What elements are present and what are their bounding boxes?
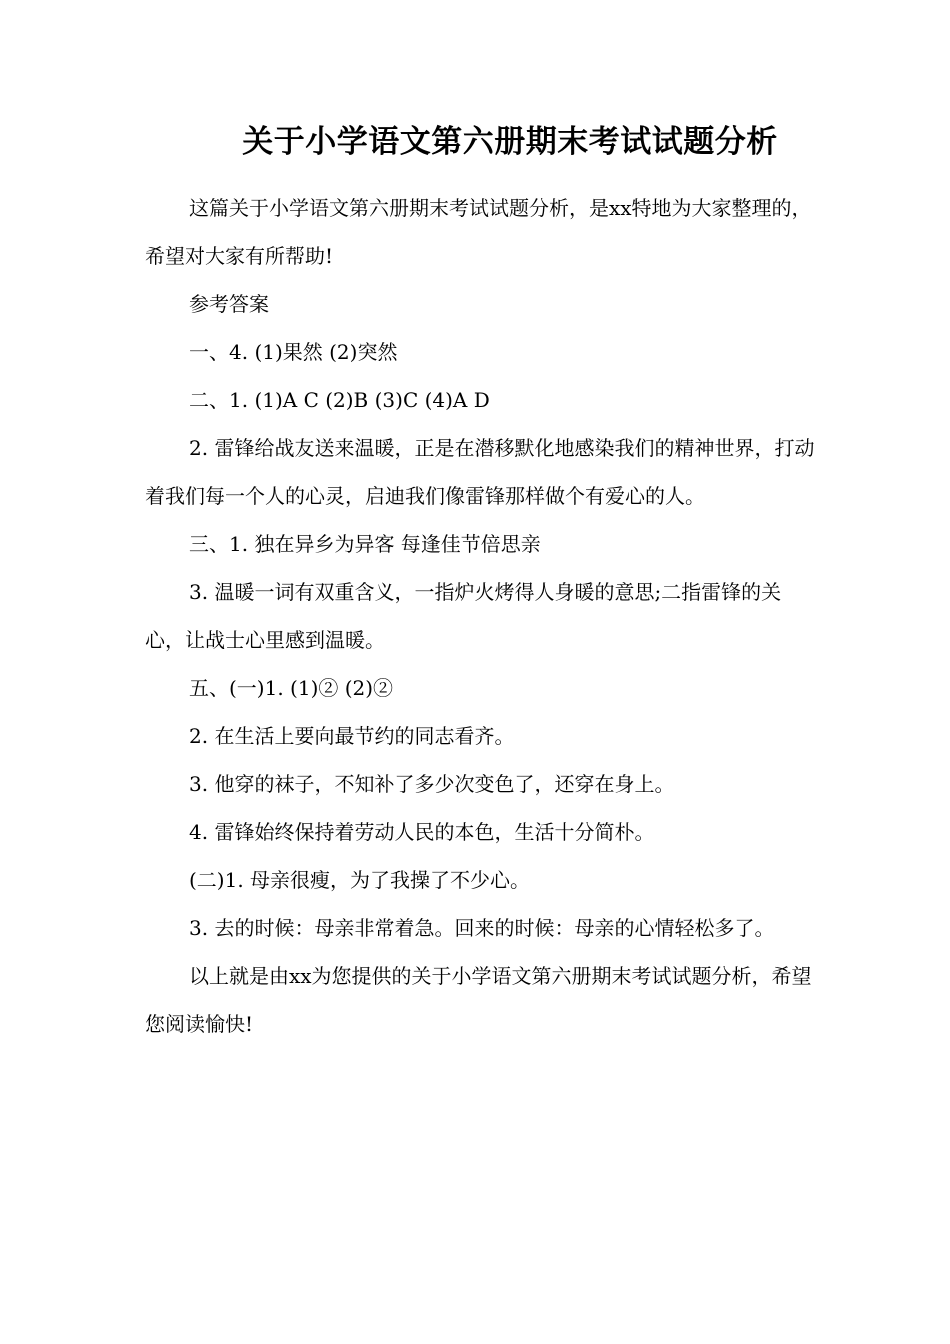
answer-heading: 参考答案 [189, 292, 269, 316]
answer-item: (二)1. 母亲很瘦，为了我操了不少心。 [189, 868, 531, 892]
answer-item: 二、1. (1)A C (2)B (3)C (4)A D [189, 388, 490, 412]
document-body [145, 184, 815, 1048]
answer-item: 五、(一)1. (1)② (2)② [189, 676, 394, 700]
answer-item: 3. 他穿的袜子，不知补了多少次变色了，还穿在身上。 [189, 772, 675, 796]
answer-item: 一、4. (1)果然 (2)突然 [189, 340, 398, 364]
answer-item: 3. 去的时候：母亲非常着急。回来的时候：母亲的心情轻松多了。 [189, 916, 775, 940]
document-title: 关于小学语文第六册期末考试试题分析 [242, 124, 778, 160]
answer-item: 三、1. 独在异乡为异客 每逢佳节倍思亲 [189, 532, 541, 556]
answer-item: 2. 在生活上要向最节约的同志看齐。 [189, 724, 515, 748]
intro-paragraph: 这篇关于小学语文第六册期末考试试题分析，是xx特地为大家整理的，希望对大家有所帮助! [145, 196, 812, 268]
answer-item: 2. 雷锋给战友送来温暖，正是在潜移默化地感染我们的精神世界，打动着我们每一个人的心灵，启迪我们像雷锋那样做个有爱心的人。 [145, 436, 815, 508]
answer-item: 4. 雷锋始终保持着劳动人民的本色，生活十分简朴。 [189, 820, 655, 844]
closing-paragraph: 以上就是由xx为您提供的关于小学语文第六册期末考试试题分析，希望您阅读愉快! [145, 964, 812, 1036]
answer-item: 3. 温暖一词有双重含义，一指炉火烤得人身暖的意思;二指雷锋的关心，让战士心里感到温暖。 [145, 580, 782, 652]
